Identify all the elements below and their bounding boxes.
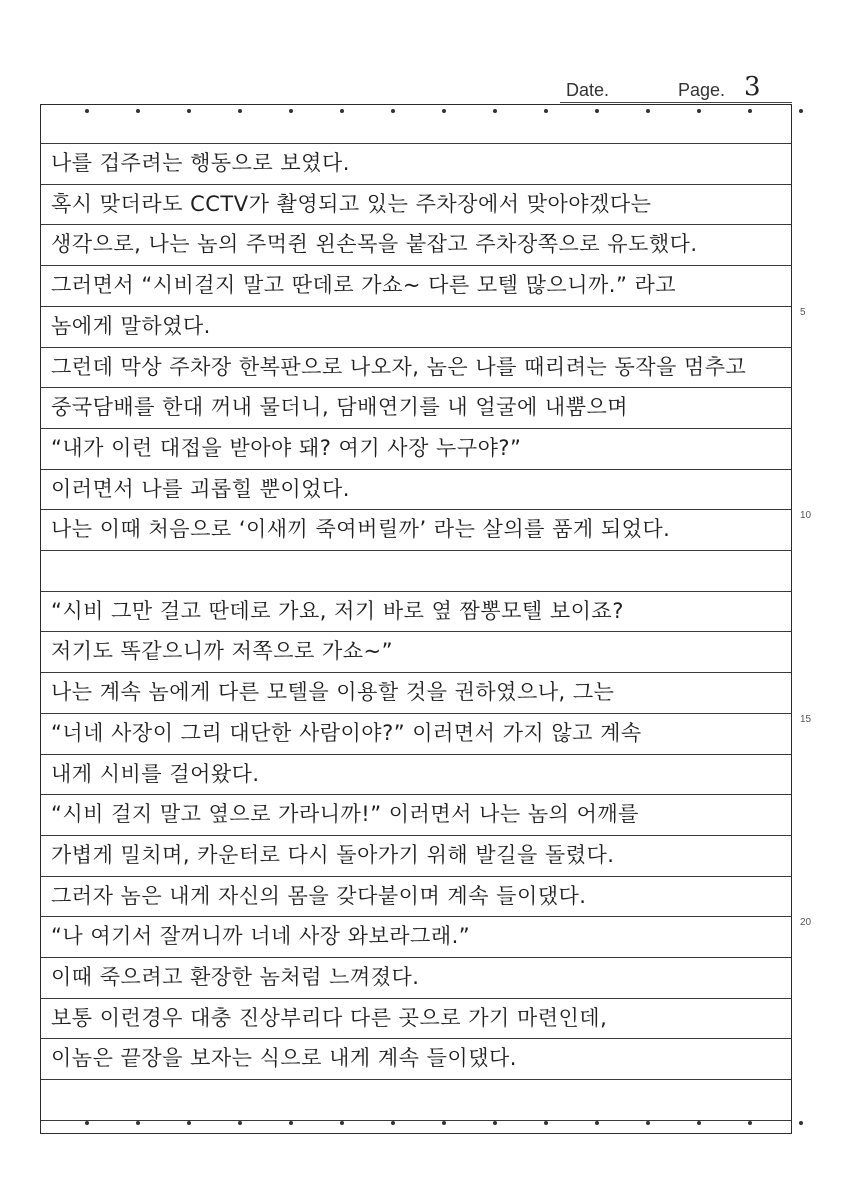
guide-dot (187, 1121, 191, 1125)
text-line: 혹시 맞더라도 CCTV가 촬영되고 있는 주차장에서 맞아야겠다는 (51, 191, 652, 216)
guide-dot (799, 1121, 803, 1125)
text-line: 그러면서 “시비걸지 말고 딴데로 가쇼~ 다른 모텔 많으니까.” 라고 (51, 273, 677, 298)
header-rule (560, 102, 792, 103)
date-label: Date. (566, 80, 610, 100)
guide-dot (646, 1121, 650, 1125)
guide-dot (595, 1121, 599, 1125)
guide-dot (391, 1121, 395, 1125)
guide-dot (748, 1121, 752, 1125)
margin-line-number: 10 (800, 510, 812, 522)
text-line: 이놈은 끝장을 보자는 식으로 내게 계속 들이댔다. (51, 1046, 517, 1071)
text-line: “나 여기서 잘꺼니까 너네 사장 와보라그래.” (51, 924, 471, 949)
manuscript-sheet (40, 104, 792, 1134)
guide-dot (493, 1121, 497, 1125)
text-line: 내게 시비를 걸어왔다. (51, 761, 260, 786)
text-line: 중국담배를 한대 꺼내 물더니, 담배연기를 내 얼굴에 내뿜으며 (51, 395, 629, 420)
guide-dot (289, 1121, 293, 1125)
text-line: “내가 이런 대접을 받아야 돼? 여기 사장 누구야?” (51, 435, 522, 460)
rule-line (41, 1079, 791, 1080)
text-line: 나는 이때 처음으로 ‘이새끼 죽여버릴까’ 라는 살의를 품게 되었다. (51, 517, 671, 542)
margin-line-number: 20 (800, 917, 812, 929)
guide-dot (85, 1121, 89, 1125)
guide-dot (799, 109, 803, 113)
bottom-dot-row (41, 1121, 791, 1127)
text-line: 이러면서 나를 괴롭힐 뿐이었다. (51, 476, 350, 501)
text-line: “시비 걸지 말고 옆으로 가라니까!” 이러면서 나는 놈의 어깨를 (51, 802, 639, 827)
text-line (51, 551, 785, 589)
text-line: 그런데 막상 주차장 한복판으로 나오자, 놈은 나를 때리려는 동작을 멈추고 (51, 354, 747, 379)
text-line: “시비 그만 걸고 딴데로 가요, 저기 바로 옆 짬뽕모텔 보이죠? (51, 598, 624, 623)
guide-dot (238, 1121, 242, 1125)
text-line: 이때 죽으려고 환장한 놈처럼 느껴졌다. (51, 965, 420, 989)
text-line: 나는 계속 놈에게 다른 모텔을 이용할 것을 권하였으나, 그는 (51, 680, 615, 705)
text-line: 저기도 똑같으니까 저쪽으로 가쇼~” (51, 639, 394, 664)
guide-dot (136, 1121, 140, 1125)
guide-dot (442, 1121, 446, 1125)
margin-line-number: 15 (800, 713, 812, 725)
text-line: 놈에게 말하였다. (51, 313, 211, 338)
page-number: 3 (744, 72, 761, 102)
text-line: 생각으로, 나는 놈의 주먹쥔 왼손목을 붙잡고 주차장쪽으로 유도했다. (51, 232, 698, 257)
page-label: Page. (678, 80, 726, 100)
text-line: 보통 이런경우 대충 진상부리다 다른 곳으로 가기 마련인데, (51, 1005, 608, 1030)
text-line: 가볍게 밀치며, 카운터로 다시 돌아가기 위해 발길을 돌렸다. (51, 842, 615, 867)
page-header (560, 74, 792, 104)
guide-dot (340, 1121, 344, 1125)
text-line: 나를 겁주려는 행동으로 보였다. (51, 151, 350, 175)
text-line: 그러자 놈은 내게 자신의 몸을 갖다붙이며 계속 들이댔다. (51, 883, 587, 908)
text-line: “너네 사장이 그리 대단한 사람이야?” 이러면서 가지 않고 계속 (51, 720, 642, 745)
margin-line-number: 5 (800, 306, 806, 318)
guide-dot (544, 1121, 548, 1125)
guide-dot (697, 1121, 701, 1125)
